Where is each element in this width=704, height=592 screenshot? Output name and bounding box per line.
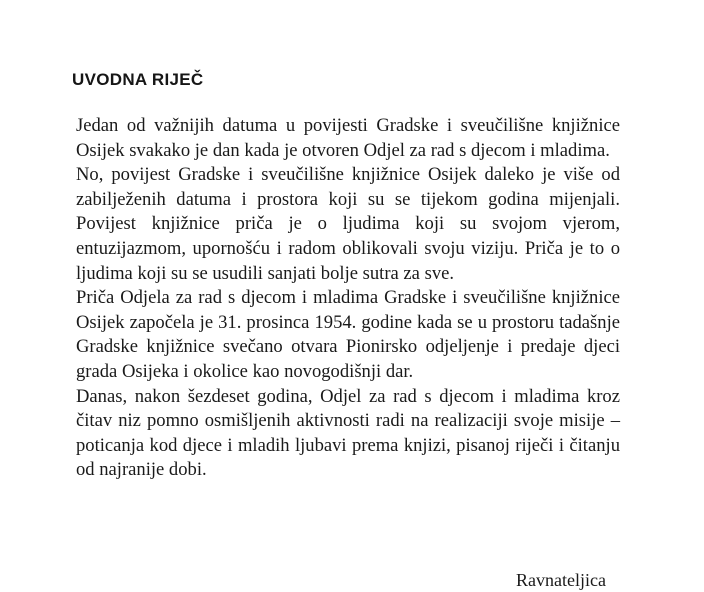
section-heading: UVODNA RIJEČ bbox=[72, 70, 204, 89]
paragraph-1: Jedan od važnijih datuma u povijesti Gradske i sveučilišne knjižnice Osijek svakako je dan kada je otvoren Odjel za rad s djecom i mladima. bbox=[76, 115, 620, 161]
paragraph-3: Priča Odjela za rad s djecom i mladima Gradske i sveučilišne knjižnice Osijek započela je 31. prosinca 1954. godine kada se u prostoru tadašnje Gradske knjižnice svečano otvara Pionirsko odjeljenje i predaje djeci grada Osijeka i okolice kao novogodišnji dar. bbox=[76, 287, 620, 382]
paragraph-4: Danas, nakon šezdeset godina, Odjel za rad s djecom i mladima kroz čitav niz pomno osmišljenih aktivnosti radi na realizaciji svoje misije – poticanja kod djece i mladih ljubavi prema knjizi, pisanoj riječi i čitanju od najranije dobi. bbox=[76, 385, 620, 481]
signature: Ravnateljica bbox=[516, 570, 606, 590]
body-text bbox=[76, 114, 620, 483]
paragraph-2: No, povijest Gradske i sveučilišne knjižnice Osijek daleko je više od zabilježenih datuma i prostora koji su se tijekom godina mijenjali. Povijest knjižnice priča je o ljudima koji su svojom vjerom, entuzijazmom, upornošću i radom oblikovali svoju viziju. Priča je to o ljudima koji su se usudili sanjati bolje sutra za sve. bbox=[76, 164, 620, 284]
